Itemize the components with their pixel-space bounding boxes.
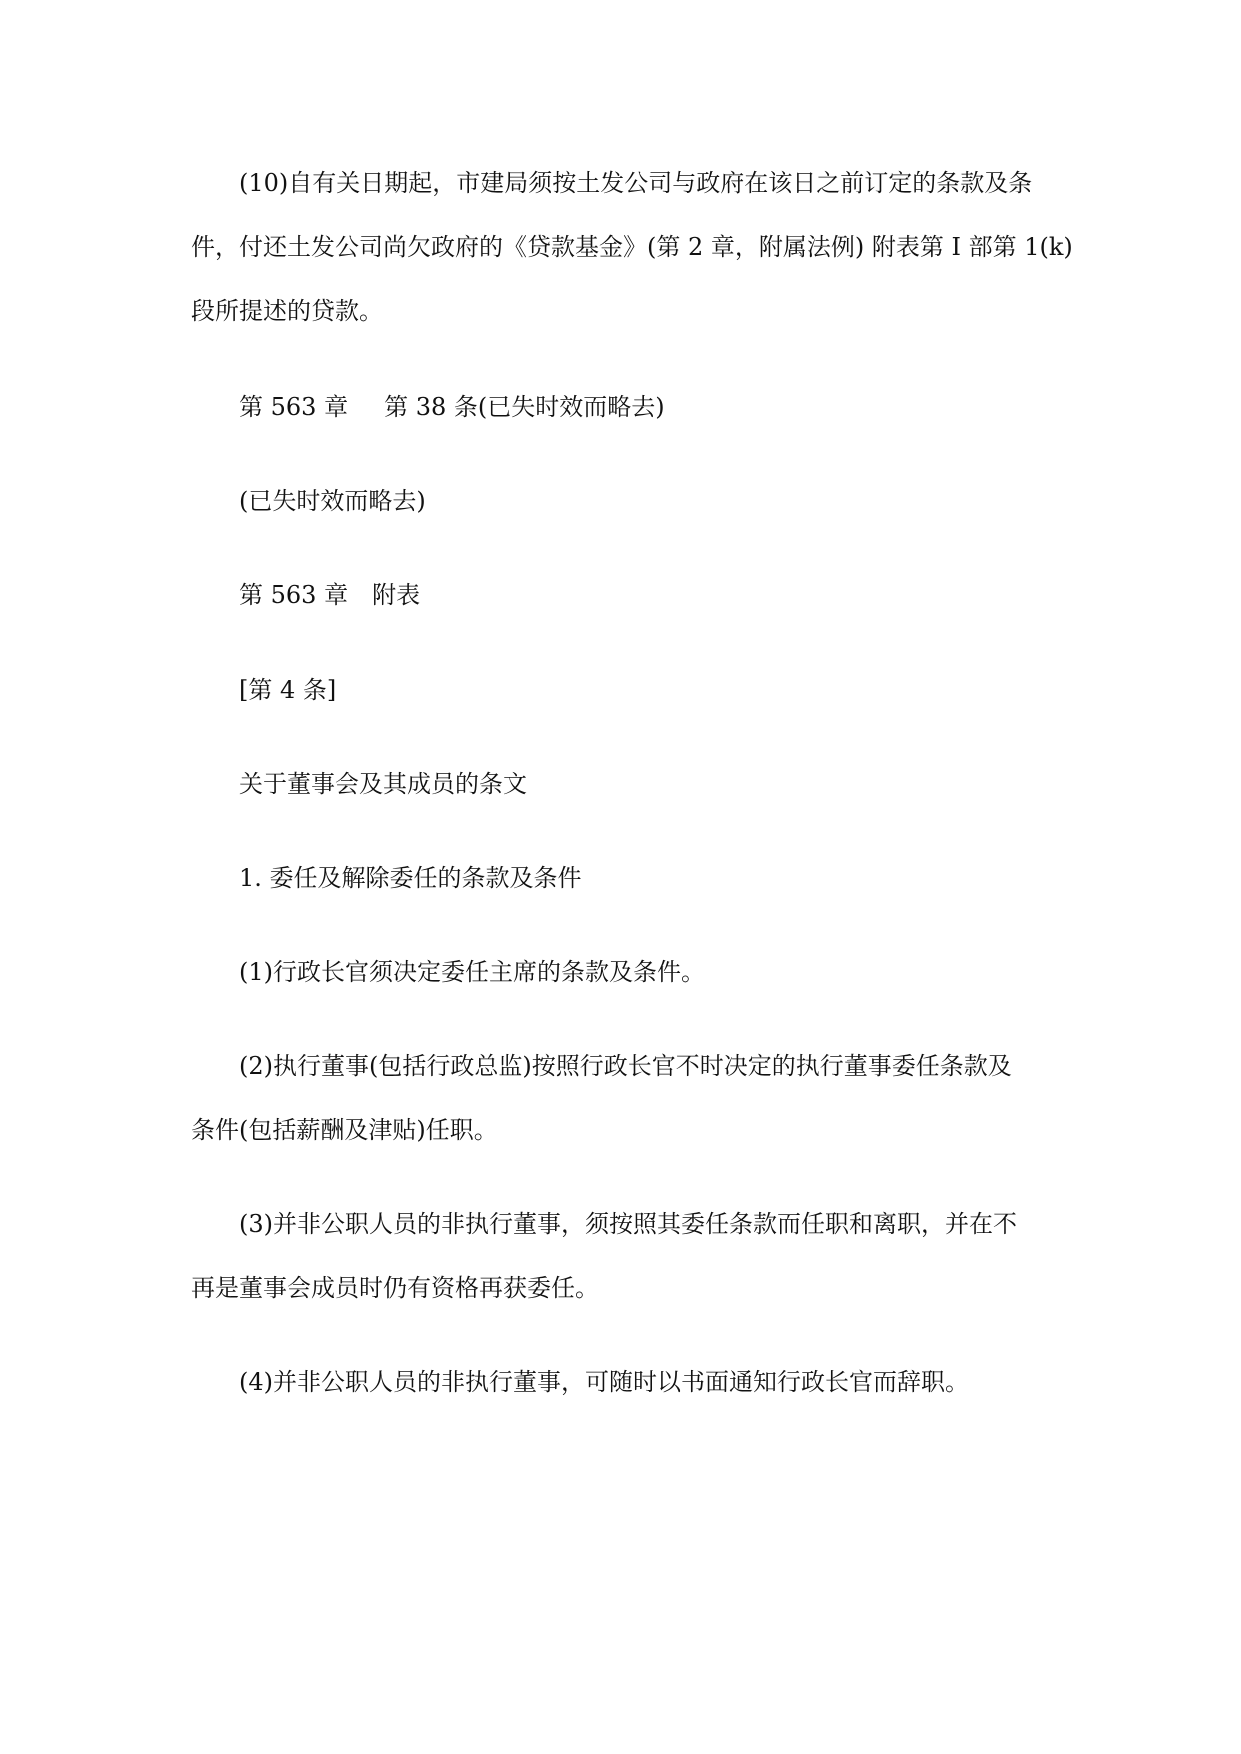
lapsed-note: (已失时效而略去) xyxy=(239,487,426,515)
schedule-heading xyxy=(191,582,1099,609)
paragraph-line: 再是董事会成员时仍有资格再获委任。 xyxy=(191,1274,599,1302)
section-reference: [第 4 条] xyxy=(239,676,337,704)
schedule-label: 附表 xyxy=(372,581,421,609)
paragraph-line: (3)并非公职人员的非执行董事，须按照其委任条款而任职和离职，并在不 xyxy=(239,1210,1017,1238)
paragraph-10-loan-repayment xyxy=(191,169,1073,325)
section-heading-38 xyxy=(191,394,1099,421)
chapter-label: 第 563 章 xyxy=(239,393,349,421)
paragraph-line: (2)执行董事(包括行政总监)按照行政长官不时决定的执行董事委任条款及 xyxy=(239,1052,1012,1080)
schedule-title: 关于董事会及其成员的条文 xyxy=(239,770,527,798)
section-label: 第 38 条(已失时效而略去) xyxy=(384,393,665,421)
chapter-label: 第 563 章 xyxy=(239,581,349,609)
paragraph-line: (10)自有关日期起，市建局须按土发公司与政府在该日之前订定的条款及条 xyxy=(239,169,1033,197)
paragraph-line: 条件(包括薪酬及津贴)任职。 xyxy=(191,1116,498,1144)
subclause-4: (4)并非公职人员的非执行董事，可随时以书面通知行政长官而辞职。 xyxy=(239,1368,969,1396)
subclause-1: (1)行政长官须决定委任主席的条款及条件。 xyxy=(239,958,705,986)
paragraph-line: 件，付还土发公司尚欠政府的《贷款基金》(第 2 章，附属法例) 附表第 I 部第 1(k) xyxy=(191,233,1073,261)
subclause-3 xyxy=(191,1211,1051,1302)
paragraph-line: 段所提述的贷款。 xyxy=(191,297,383,325)
subclause-2 xyxy=(191,1053,1051,1144)
clause-heading-1: 1. 委任及解除委任的条款及条件 xyxy=(239,864,582,892)
